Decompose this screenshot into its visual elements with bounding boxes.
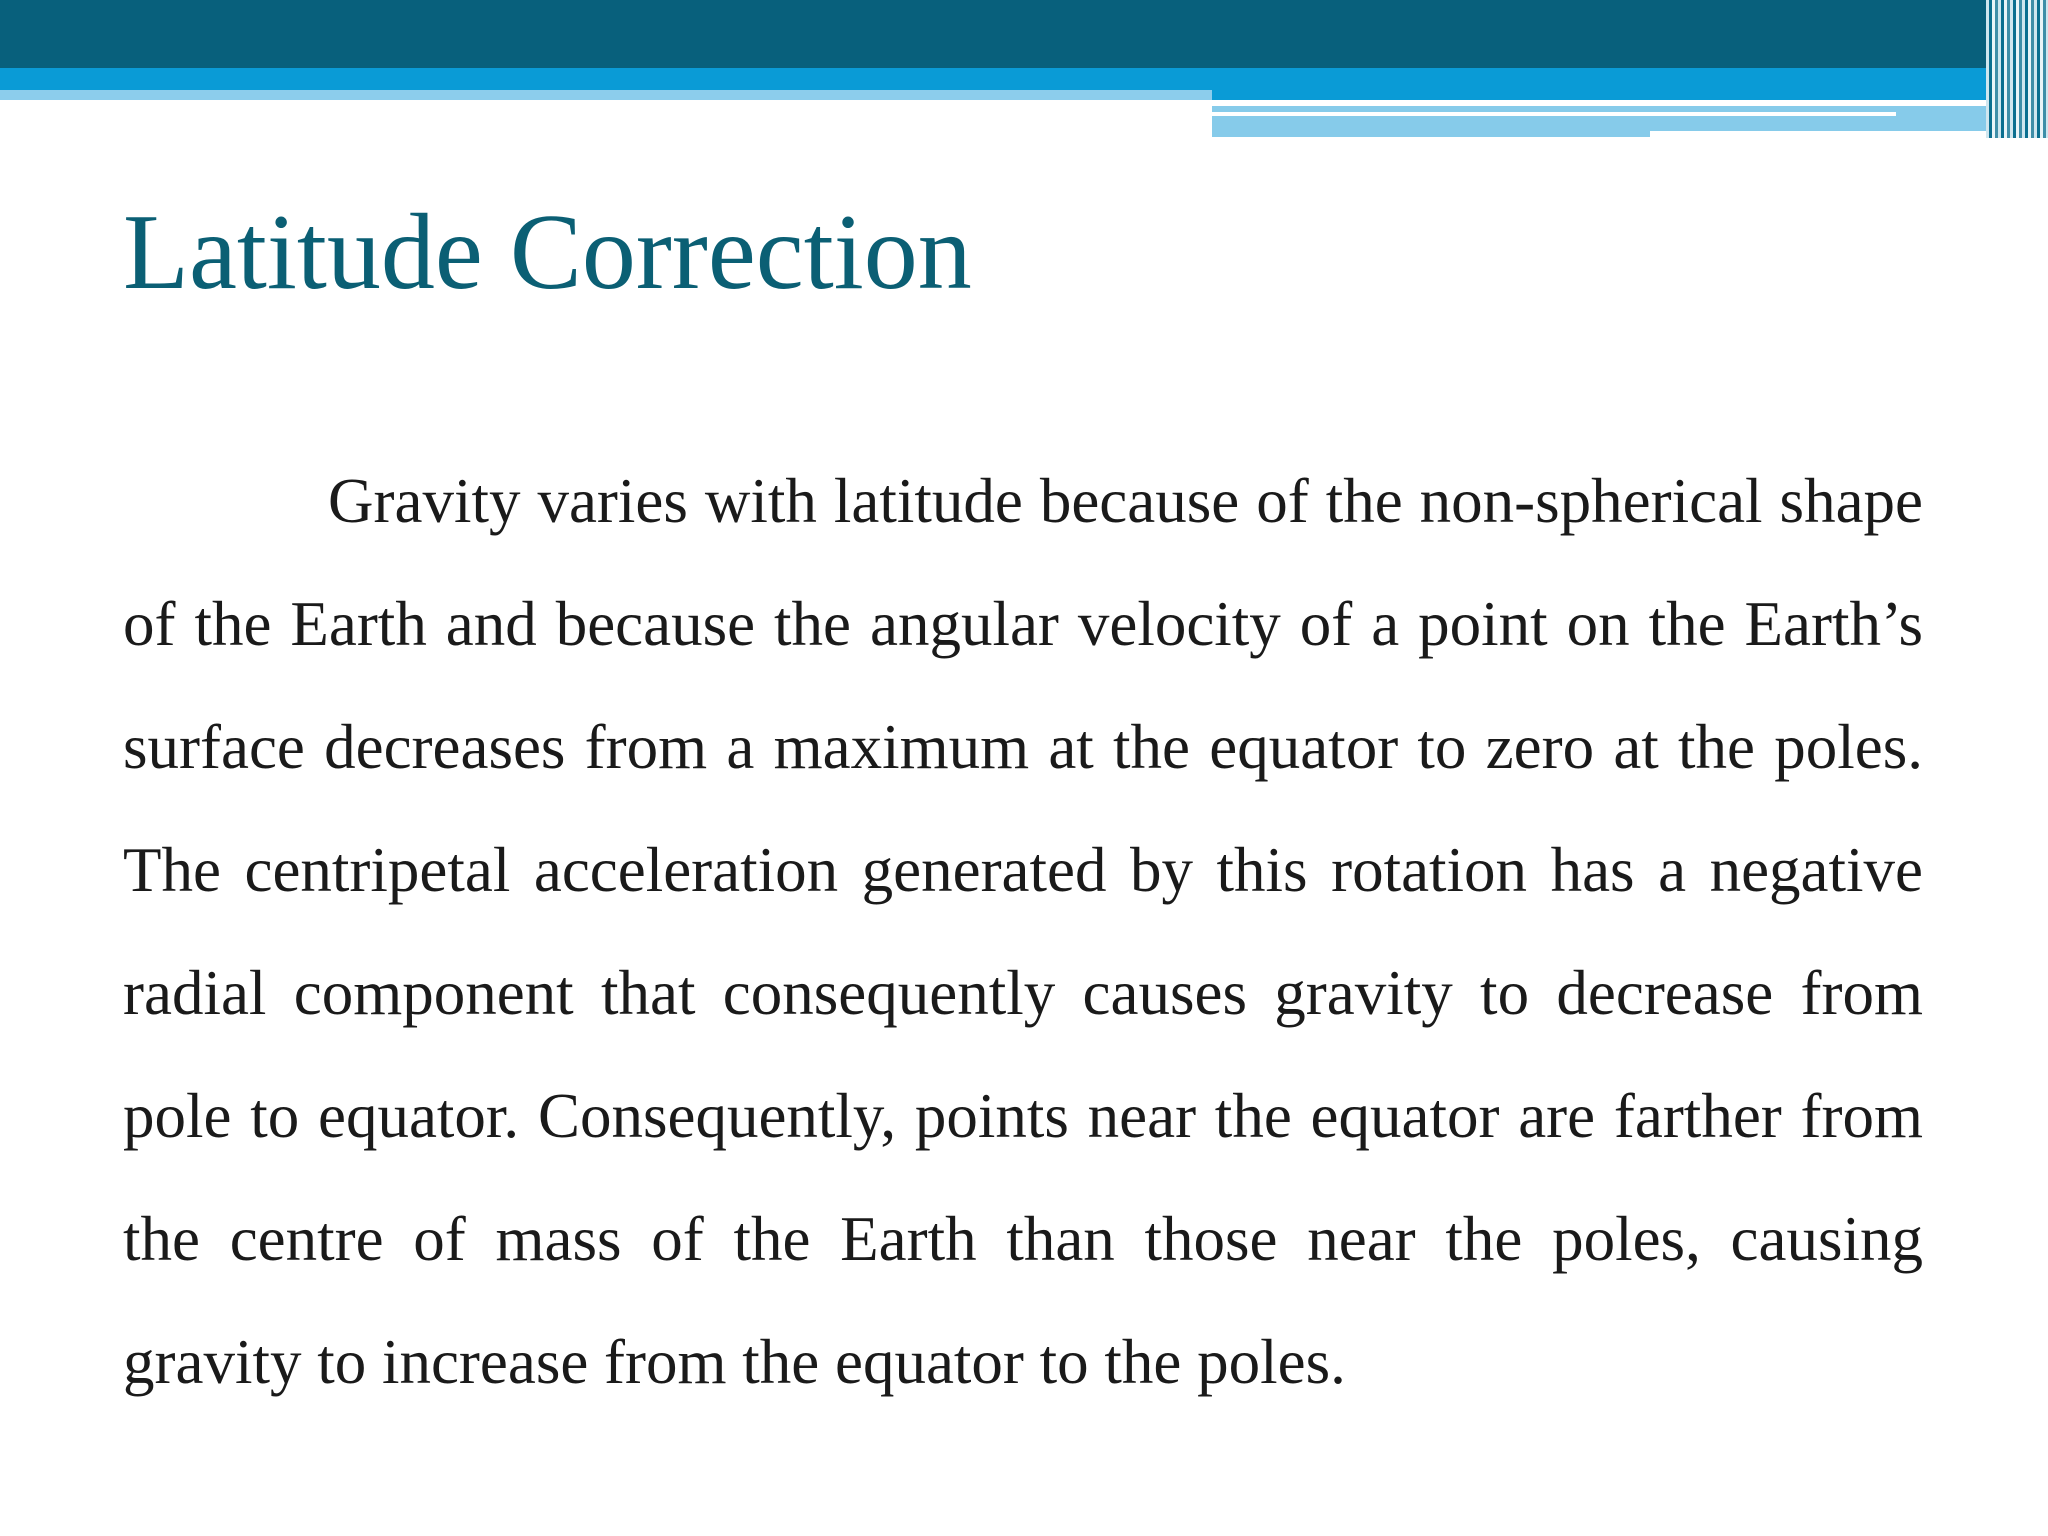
header-band-accent [0, 68, 2048, 90]
header-band-dark [0, 0, 2048, 68]
slide-body-text: Gravity varies with latitude because of the non-spherical shape of the Earth and because the angular velocity of a point on the Earth’s surface decreases from a maximum at the equator to zero at the poles. The centripetal acceleration generated by this rotation has a negative radial component that consequently causes gravity to decrease from pole to equator. Consequently, points near the equator are farther from the centre of mass of the Earth than those near the poles, causing gravity to increase from the equator to the poles. [123, 466, 1923, 1397]
header-band-light-right [1212, 90, 2048, 100]
header-band-white-line [1212, 112, 1896, 116]
header-stripes [1986, 0, 2048, 138]
header-band-light-left [0, 90, 1212, 100]
slide-title: Latitude Correction [123, 193, 972, 312]
